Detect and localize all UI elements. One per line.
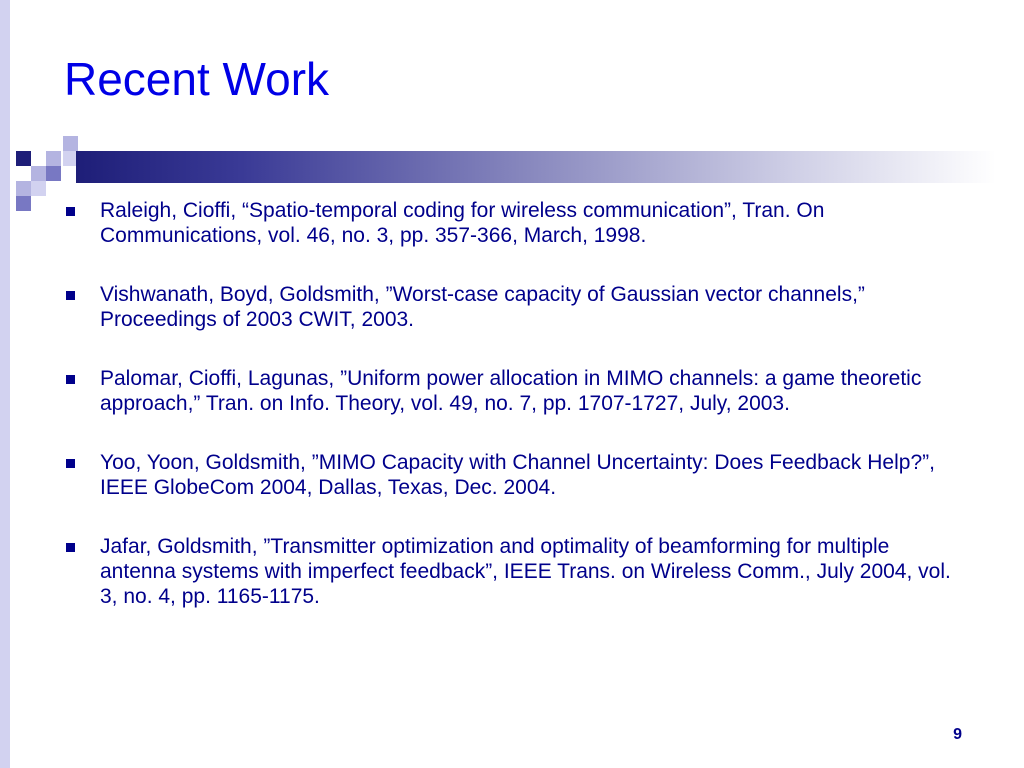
- reference-item: [64, 366, 964, 416]
- square-bullet-icon: [66, 543, 75, 552]
- square-bullet-icon: [66, 375, 75, 384]
- decor-square: [46, 166, 61, 181]
- reference-text: Jafar, Goldsmith, ”Transmitter optimization and optimality of beamforming for multiple antenna systems with imperfect feedback”, IEEE Trans. on Wireless Comm., July 2004, vol. 3, no. 4, pp. 1165-1175.: [100, 535, 951, 608]
- reference-item: [64, 198, 964, 248]
- reference-text: Raleigh, Cioffi, “Spatio-temporal coding for wireless communication”, Tran. On Communications, vol. 46, no. 3, pp. 357-366, March, 1998.: [100, 199, 825, 247]
- square-bullet-icon: [66, 207, 75, 216]
- reference-text: Yoo, Yoon, Goldsmith, ”MIMO Capacity with Channel Uncertainty: Does Feedback Help?”, IEEE GlobeCom 2004, Dallas, Texas, Dec. 2004.: [100, 451, 935, 499]
- reference-item: [64, 450, 964, 500]
- reference-text: Vishwanath, Boyd, Goldsmith, ”Worst-case capacity of Gaussian vector channels,” Proceedings of 2003 CWIT, 2003.: [100, 283, 865, 331]
- reference-item: [64, 534, 964, 609]
- title-decoration: [0, 0, 1024, 230]
- decor-square: [31, 166, 46, 181]
- decor-square: [46, 151, 61, 166]
- reference-item: [64, 282, 964, 332]
- decor-square: [16, 151, 31, 166]
- reference-text: Palomar, Cioffi, Lagunas, ”Uniform power allocation in MIMO channels: a game theoretic approach,” Tran. on Info. Theory, vol. 49, no. 7, pp. 1707-1727, July, 2003.: [100, 367, 922, 415]
- square-bullet-icon: [66, 459, 75, 468]
- square-bullet-icon: [66, 291, 75, 300]
- title-underline-bar: [76, 151, 996, 183]
- reference-list: [64, 198, 964, 643]
- decor-square: [63, 136, 78, 151]
- page-number: 9: [953, 726, 962, 743]
- decor-square: [16, 181, 31, 196]
- slide-title: Recent Work: [64, 53, 330, 105]
- decor-square: [16, 196, 31, 211]
- decor-square: [31, 181, 46, 196]
